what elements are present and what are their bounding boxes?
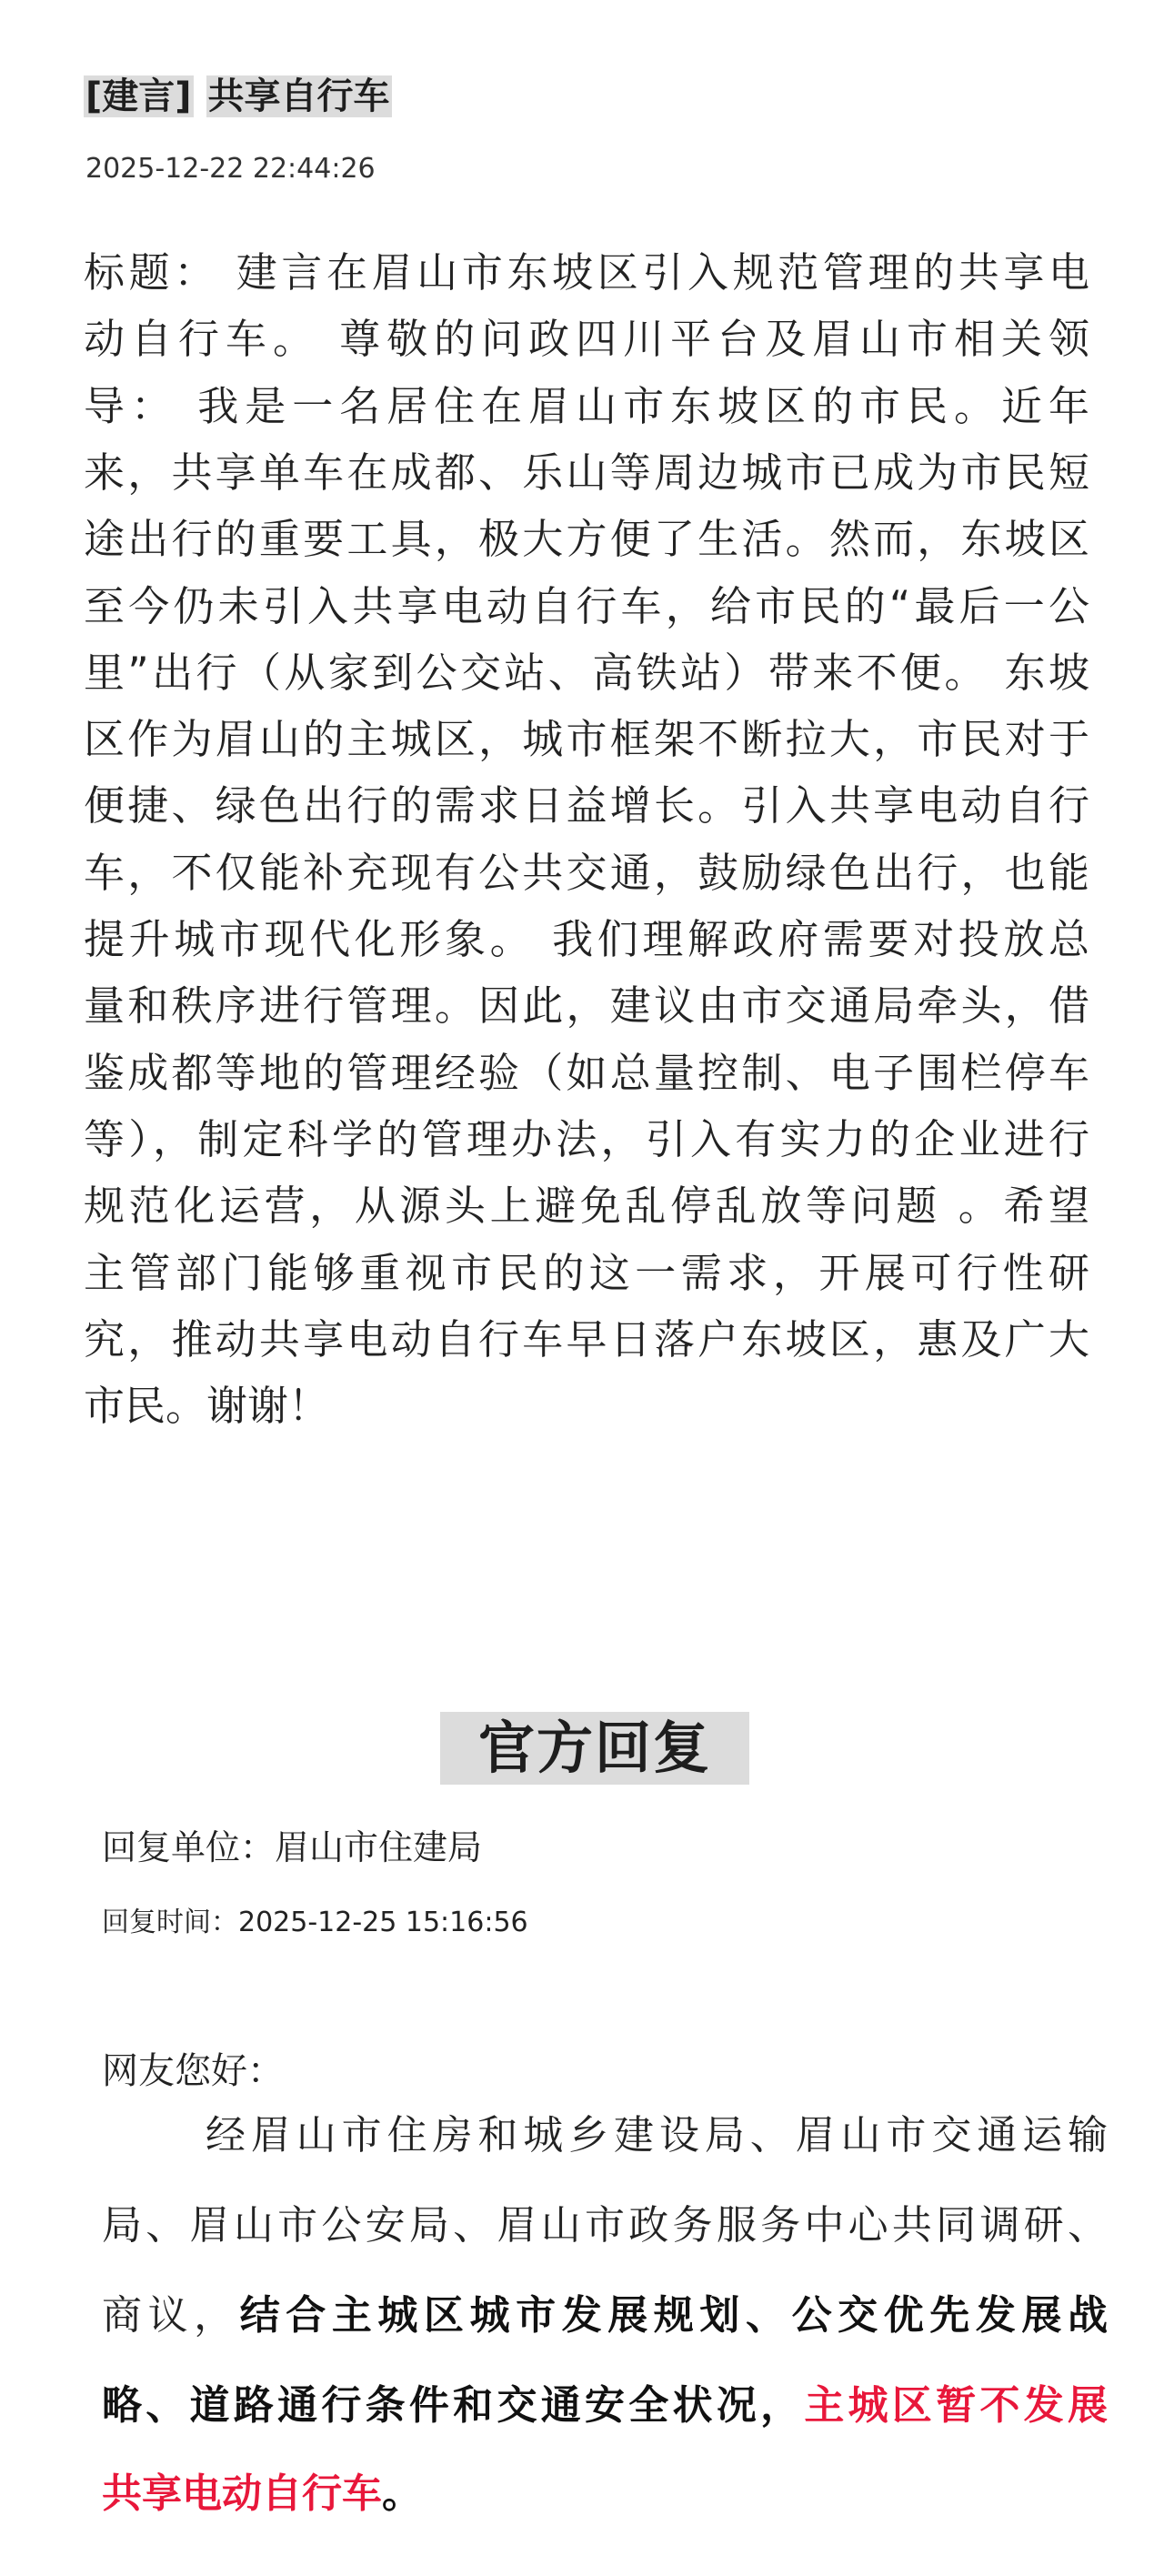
- post-body-line: 鉴成都等地的管理经验（如总量控制、电子围栏停车: [84, 1048, 1089, 1097]
- reply-text: 局、眉山市公安局、眉山市政务服务中心共同调研、: [102, 2202, 1108, 2249]
- reply-text: 结合主城区城市发展规划、公交优先发展战: [239, 2292, 1109, 2339]
- reply-body-line: [102, 2199, 1108, 2253]
- post-datetime: 2025-12-22 22:44:26: [85, 153, 376, 185]
- post-body-line: 提升城市现代化形象。 我们理解政府需要对投放总: [84, 915, 1089, 963]
- post-body-line: 至今仍未引入共享电动自行车，给市民的“最后一公: [84, 581, 1089, 630]
- post-body-line: 等），制定科学的管理办法，引入有实力的企业进行: [84, 1114, 1089, 1163]
- reply-text: 略、道路通行条件和交通安全状况，: [102, 2382, 805, 2429]
- reply-body-line: [102, 2289, 1108, 2343]
- reply-highlight-text: 主城区暂不发展: [804, 2382, 1109, 2429]
- official-reply-heading: 官方回复: [440, 1712, 749, 1785]
- post-body-line: 来，共享单车在成都、乐山等周边城市已成为市民短: [84, 448, 1089, 497]
- post-body-line: 便捷、绿色出行的需求日益增长。引入共享电动自行: [84, 781, 1089, 830]
- post-body-line: 规范化运营，从源头上避免乱停乱放等问题 。希望: [84, 1182, 1089, 1231]
- post-body-line: 里”出行（从家到公交站、高铁站）带来不便。 东坡: [84, 648, 1089, 697]
- reply-unit: 回复单位：眉山市住建局: [102, 1827, 483, 1867]
- reply-text: 经眉山市住房和城乡建设局、眉山市交通运输: [206, 2112, 1108, 2158]
- post-tag: [建言]: [85, 75, 192, 117]
- reply-body-line: [102, 2467, 1108, 2521]
- reply-time: 回复时间：2025-12-25 15:16:56: [102, 1907, 528, 1938]
- reply-highlight-text: 共享电动自行车: [102, 2470, 382, 2517]
- reply-body-line: [102, 2379, 1108, 2433]
- post-body-line: 动自行车。 尊敬的问政四川平台及眉山市相关领: [84, 315, 1089, 364]
- post-body-line: 区作为眉山的主城区，城市框架不断拉大，市民对于: [84, 715, 1089, 764]
- post-body-line: 标题： 建言在眉山市东坡区引入规范管理的共享电: [84, 248, 1089, 297]
- reply-body-line: [102, 2108, 1108, 2163]
- post-body-line: 导： 我是一名居住在眉山市东坡区的市民。近年: [84, 381, 1089, 430]
- reply-greeting: 网友您好：: [102, 2050, 284, 2092]
- post-body-line: 量和秩序进行管理。因此，建议由市交通局牵头，借: [84, 981, 1089, 1031]
- post-body-line: 车，不仅能补充现有公共交通，鼓励绿色出行，也能: [84, 848, 1089, 897]
- post-body-line: 途出行的重要工具，极大方便了生活。然而，东坡区: [84, 515, 1089, 564]
- post-body-line: 市民。谢谢！: [84, 1382, 330, 1431]
- reply-text: 商议，: [102, 2292, 240, 2339]
- post-body-line: 究，推动共享电动自行车早日落户东坡区，惠及广大: [84, 1314, 1089, 1363]
- post-title-text: 共享自行车: [207, 75, 390, 117]
- reply-text: 。: [382, 2470, 422, 2517]
- post-body-line: 主管部门能够重视市民的这一需求，开展可行性研: [84, 1248, 1089, 1297]
- post-title: [84, 73, 392, 120]
